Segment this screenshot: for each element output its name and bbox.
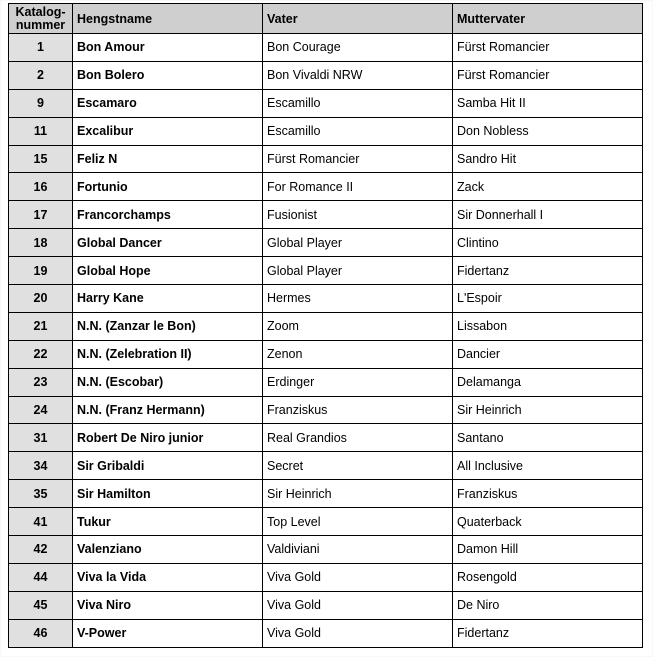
stallion-name-cell: Feliz N xyxy=(73,145,263,173)
sire-cell: Escamillo xyxy=(263,89,453,117)
sire-cell: Viva Gold xyxy=(263,619,453,647)
table-row xyxy=(9,563,643,591)
catalog-number-cell: 20 xyxy=(9,285,73,313)
stallion-name-cell: Sir Gribaldi xyxy=(73,452,263,480)
stallion-name-cell: N.N. (Zelebration II) xyxy=(73,340,263,368)
catalog-number-cell: 2 xyxy=(9,61,73,89)
catalog-number-cell: 41 xyxy=(9,508,73,536)
sire-cell: Secret xyxy=(263,452,453,480)
catalog-number-cell: 46 xyxy=(9,619,73,647)
table-row xyxy=(9,229,643,257)
catalog-number-cell: 22 xyxy=(9,340,73,368)
dam-sire-cell: Delamanga xyxy=(453,368,643,396)
dam-sire-cell: All Inclusive xyxy=(453,452,643,480)
stallion-name-cell: Fortunio xyxy=(73,173,263,201)
table-row xyxy=(9,452,643,480)
sire-cell: Bon Courage xyxy=(263,34,453,62)
stallion-name-cell: Tukur xyxy=(73,508,263,536)
sire-cell: Viva Gold xyxy=(263,591,453,619)
dam-sire-cell: Dancier xyxy=(453,340,643,368)
dam-sire-cell: Quaterback xyxy=(453,508,643,536)
stallion-name-cell: Escamaro xyxy=(73,89,263,117)
table-body xyxy=(9,34,643,648)
dam-sire-cell: Santano xyxy=(453,424,643,452)
table-row xyxy=(9,536,643,564)
catalog-number-cell: 24 xyxy=(9,396,73,424)
table-row xyxy=(9,201,643,229)
header-stallion-name: Hengstname xyxy=(73,4,263,34)
dam-sire-cell: Fidertanz xyxy=(453,619,643,647)
dam-sire-cell: Fürst Romancier xyxy=(453,61,643,89)
stallion-name-cell: Valenziano xyxy=(73,536,263,564)
table-row xyxy=(9,480,643,508)
table-row xyxy=(9,145,643,173)
header-dam-sire: Muttervater xyxy=(453,4,643,34)
table-header xyxy=(9,4,643,34)
sire-cell: Real Grandios xyxy=(263,424,453,452)
table-row xyxy=(9,117,643,145)
catalog-number-cell: 31 xyxy=(9,424,73,452)
sire-cell: Global Player xyxy=(263,257,453,285)
catalog-number-cell: 1 xyxy=(9,34,73,62)
sire-cell: Escamillo xyxy=(263,117,453,145)
sire-cell: Viva Gold xyxy=(263,563,453,591)
dam-sire-cell: Samba Hit II xyxy=(453,89,643,117)
table-row xyxy=(9,508,643,536)
sire-cell: Global Player xyxy=(263,229,453,257)
table-row xyxy=(9,61,643,89)
catalog-number-cell: 17 xyxy=(9,201,73,229)
catalog-number-cell: 11 xyxy=(9,117,73,145)
catalog-number-cell: 18 xyxy=(9,229,73,257)
catalog-number-cell: 44 xyxy=(9,563,73,591)
dam-sire-cell: Damon Hill xyxy=(453,536,643,564)
table-row xyxy=(9,340,643,368)
sire-cell: Valdiviani xyxy=(263,536,453,564)
catalog-number-cell: 15 xyxy=(9,145,73,173)
catalog-number-cell: 19 xyxy=(9,257,73,285)
stallion-name-cell: Sir Hamilton xyxy=(73,480,263,508)
dam-sire-cell: Fürst Romancier xyxy=(453,34,643,62)
stallion-name-cell: Harry Kane xyxy=(73,285,263,313)
catalog-number-cell: 45 xyxy=(9,591,73,619)
stallion-name-cell: N.N. (Escobar) xyxy=(73,368,263,396)
stallion-name-cell: N.N. (Franz Hermann) xyxy=(73,396,263,424)
sire-cell: Bon Vivaldi NRW xyxy=(263,61,453,89)
stallion-name-cell: V-Power xyxy=(73,619,263,647)
table-row xyxy=(9,619,643,647)
catalog-number-cell: 16 xyxy=(9,173,73,201)
table-row xyxy=(9,173,643,201)
sire-cell: Erdinger xyxy=(263,368,453,396)
dam-sire-cell: De Niro xyxy=(453,591,643,619)
dam-sire-cell: Sir Heinrich xyxy=(453,396,643,424)
table-row xyxy=(9,424,643,452)
header-catalog-number-line1: Katalog- xyxy=(15,4,66,19)
sire-cell: Sir Heinrich xyxy=(263,480,453,508)
stallion-name-cell: Excalibur xyxy=(73,117,263,145)
sire-cell: Zenon xyxy=(263,340,453,368)
dam-sire-cell: Don Nobless xyxy=(453,117,643,145)
sire-cell: Hermes xyxy=(263,285,453,313)
catalog-number-cell: 21 xyxy=(9,312,73,340)
table-row xyxy=(9,257,643,285)
dam-sire-cell: Lissabon xyxy=(453,312,643,340)
stallion-name-cell: N.N. (Zanzar le Bon) xyxy=(73,312,263,340)
sire-cell: Franziskus xyxy=(263,396,453,424)
catalog-number-cell: 35 xyxy=(9,480,73,508)
catalog-number-cell: 42 xyxy=(9,536,73,564)
dam-sire-cell: Clintino xyxy=(453,229,643,257)
table-row xyxy=(9,312,643,340)
header-row xyxy=(9,4,643,34)
catalog-number-cell: 34 xyxy=(9,452,73,480)
stallion-name-cell: Global Dancer xyxy=(73,229,263,257)
catalog-number-cell: 9 xyxy=(9,89,73,117)
table-row xyxy=(9,368,643,396)
stallion-name-cell: Viva la Vida xyxy=(73,563,263,591)
table-row xyxy=(9,34,643,62)
dam-sire-cell: Sir Donnerhall I xyxy=(453,201,643,229)
sire-cell: Fürst Romancier xyxy=(263,145,453,173)
sire-cell: For Romance II xyxy=(263,173,453,201)
dam-sire-cell: Fidertanz xyxy=(453,257,643,285)
sire-cell: Fusionist xyxy=(263,201,453,229)
header-sire: Vater xyxy=(263,4,453,34)
table-row xyxy=(9,591,643,619)
dam-sire-cell: Sandro Hit xyxy=(453,145,643,173)
stallion-name-cell: Bon Bolero xyxy=(73,61,263,89)
stallion-name-cell: Bon Amour xyxy=(73,34,263,62)
table-row xyxy=(9,89,643,117)
table-row xyxy=(9,396,643,424)
table-row xyxy=(9,285,643,313)
header-catalog-number-line2: nummer xyxy=(15,17,66,32)
sire-cell: Top Level xyxy=(263,508,453,536)
sire-cell: Zoom xyxy=(263,312,453,340)
dam-sire-cell: L'Espoir xyxy=(453,285,643,313)
dam-sire-cell: Zack xyxy=(453,173,643,201)
stallion-catalog-table xyxy=(8,3,643,648)
header-catalog-number xyxy=(9,4,73,34)
dam-sire-cell: Rosengold xyxy=(453,563,643,591)
stallion-name-cell: Viva Niro xyxy=(73,591,263,619)
stallion-name-cell: Global Hope xyxy=(73,257,263,285)
dam-sire-cell: Franziskus xyxy=(453,480,643,508)
stallion-name-cell: Francorchamps xyxy=(73,201,263,229)
catalog-number-cell: 23 xyxy=(9,368,73,396)
stallion-name-cell: Robert De Niro junior xyxy=(73,424,263,452)
